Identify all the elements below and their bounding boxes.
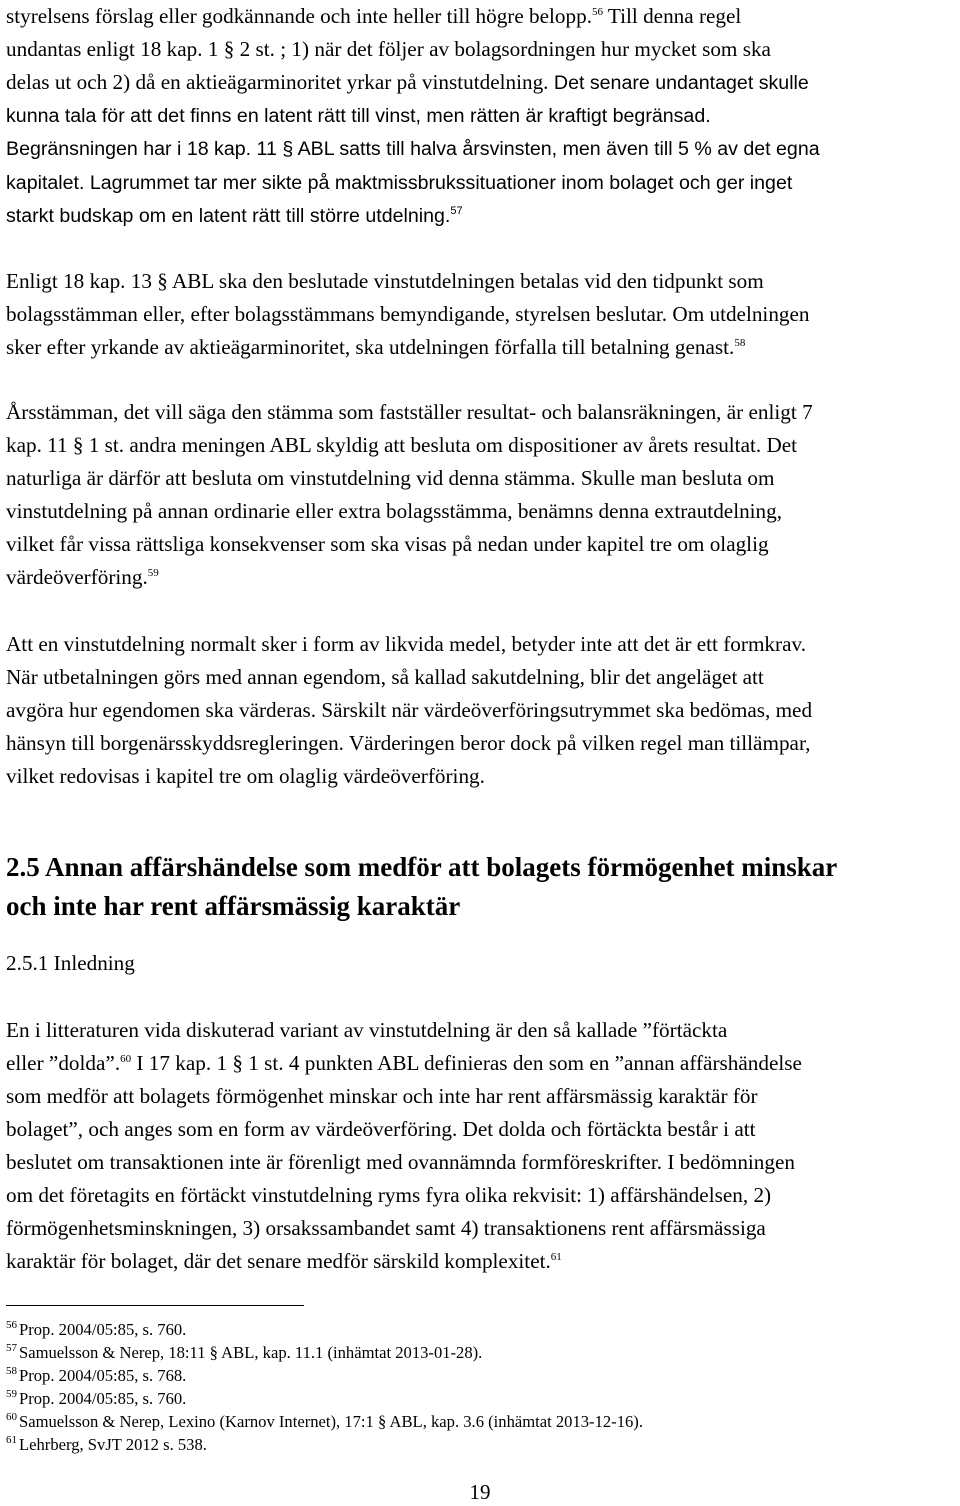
text-line: Lagrummet tar mer sikte på maktmissbrukssituationer inom bolaget och ger inget [84, 172, 793, 194]
text-line: bolaget”, och anges som en form av värdeöverföring. [6, 1117, 458, 1141]
footnote [6, 1387, 643, 1410]
footnote-ref-61[interactable]: 61 [550, 1251, 562, 1263]
text-line: Begränsningen har i 18 kap. 11 § ABL satts till halva årsvinsten, men även till 5 % av det egna [6, 138, 820, 160]
footnote-text: Lehrberg, SvJT 2012 s. 538. [19, 1435, 207, 1454]
text-line: Att en vinstutdelning normalt sker i form av likvida medel, betyder inte att det är ett formkrav. [6, 632, 806, 656]
text-line: Om utdelningen [667, 302, 810, 326]
text-line: eller ”dolda”. [6, 1051, 121, 1075]
footnote-ref-56[interactable]: 56 [592, 6, 604, 18]
heading-line: och inte har rent affärsmässig karaktär [6, 891, 461, 921]
text-line: beslutet om transaktionen inte är förenligt med ovannämnda formföreskrifter. [6, 1150, 663, 1174]
text-line: Värderingen beror dock på vilken regel man tillämpar, [343, 731, 811, 755]
footnote [6, 1410, 643, 1433]
text-line: Det senare undantaget skulle [548, 72, 809, 94]
footnote-number: 59 [6, 1388, 17, 1400]
footnote [6, 1341, 643, 1364]
paragraph-arsstamman [6, 396, 813, 594]
text-line: Till denna regel [603, 4, 742, 28]
footnote-list [6, 1318, 643, 1456]
page-number: 19 [469, 1480, 491, 1504]
footnote-ref-59[interactable]: 59 [147, 567, 159, 579]
paragraph-betalning [6, 265, 810, 364]
text-line: Enligt 18 kap. 13 § ABL ska den beslutade vinstutdelningen betalas vid den tidpunkt som [6, 269, 764, 293]
paragraph-sakutdelning [6, 628, 812, 793]
footnote [6, 1433, 643, 1456]
text-line: starkt budskap om en latent rätt till större utdelning. [6, 205, 451, 227]
footnote-text: Samuelsson & Nerep, Lexino (Karnov Internet), 17:1 § ABL, kap. 3.6 (inhämtat 2013-12-16). [19, 1412, 643, 1431]
text-line: avgöra hur egendomen ska värderas. [6, 698, 317, 722]
footnote-number: 61 [6, 1434, 17, 1446]
text-line: Särskilt när värdeöverföringsutrymmet ska bedömas, med [316, 698, 813, 722]
text-line: hänsyn till borgenärsskyddsregleringen. [6, 731, 344, 755]
footnote-number: 56 [6, 1319, 17, 1331]
footnote-text: Samuelsson & Nerep, 18:11 § ABL, kap. 11.1 (inhämtat 2013-01-28). [19, 1343, 483, 1362]
text-line: naturliga är därför att besluta om vinstutdelning vid denna stämma. [6, 466, 576, 490]
text-line: karaktär för bolaget, där det senare medför särskild komplexitet. [6, 1249, 551, 1273]
text-line: vilket får vissa rättsliga konsekvenser som ska visas på nedan under kapitel tre om olaglig [6, 532, 769, 556]
text-line: delas ut och 2) då en aktieägarminoritet yrkar på vinstutdelning. [6, 70, 549, 94]
subheading-line: 2.5.1 Inledning [6, 951, 135, 975]
text-line: som medför att bolagets förmögenhet minskar och inte har rent affärsmässig karaktär för [6, 1084, 758, 1108]
text-line: En i litteraturen vida diskuterad variant av vinstutdelning är den så kallade ”förtäckta [6, 1018, 728, 1042]
text-line: kapitalet. [6, 172, 85, 194]
text-line: förmögenhetsminskningen, 3) orsakssambandet samt 4) transaktionens rent affärsmässiga [6, 1216, 766, 1240]
footnote-ref-57[interactable]: 57 [450, 205, 463, 217]
section-heading [6, 848, 837, 926]
footnote-separator [6, 1305, 304, 1306]
footnote-text: Prop. 2004/05:85, s. 760. [19, 1320, 187, 1339]
text-line: vinstutdelning på annan ordinarie eller extra bolagsstämma, benämns denna extrautdelning, [6, 499, 783, 523]
subsection-heading [6, 947, 135, 980]
footnote [6, 1364, 643, 1387]
text-line: I 17 kap. 1 § 1 st. 4 punkten ABL definieras den som en ”annan affärshändelse [131, 1051, 802, 1075]
text-line: värdeöverföring. [6, 565, 148, 589]
text-line: sker efter yrkande av aktieägarminoritet, ska utdelningen förfalla till betalning genast. [6, 335, 735, 359]
text-line: Det [761, 433, 798, 457]
text-line: bolagsstämman eller, efter bolagsstämmans bemyndigande, styrelsen beslutar. [6, 302, 668, 326]
footnote-number: 60 [6, 1411, 17, 1423]
text-line: Årsstämman, det vill säga den stämma som fastställer resultat- och balansräkningen, är enligt 7 [6, 400, 813, 424]
footnote-number: 58 [6, 1365, 17, 1377]
text-line: I bedömningen [662, 1150, 795, 1174]
heading-line: 2.5 Annan affärshändelse som medför att bolagets förmögenhet minskar [6, 852, 838, 882]
text-line: kunna tala för att det finns en latent rätt till vinst, men rätten är kraftigt begränsad. [6, 105, 711, 127]
text-line: om det företagits en förtäckt vinstutdelning ryms fyra olika rekvisit: 1) affärshändelsen, 2) [6, 1183, 772, 1207]
text-line: Skulle man besluta om [575, 466, 775, 490]
footnote-text: Prop. 2004/05:85, s. 768. [19, 1366, 187, 1385]
text-line: vilket redovisas i kapitel tre om olaglig värdeöverföring. [6, 764, 485, 788]
footnote-number: 57 [6, 1342, 17, 1354]
text-line: undantas enligt 18 kap. 1 § 2 st. ; 1) när det följer av bolagsordningen hur mycket som ska [6, 37, 771, 61]
text-line: När utbetalningen görs med annan egendom, så kallad sakutdelning, blir det angeläget att [6, 665, 764, 689]
paragraph-vinstutdelning-undantag [6, 0, 820, 233]
footnote-ref-60[interactable]: 60 [120, 1053, 132, 1065]
text-line: kap. 11 § 1 st. andra meningen ABL skyldig att besluta om dispositioner av årets resultat. [6, 433, 762, 457]
footnote-ref-58[interactable]: 58 [734, 337, 746, 349]
text-line: styrelsens förslag eller godkännande och inte heller till högre belopp. [6, 4, 593, 28]
footnotes [6, 1305, 643, 1456]
footnote-text: Prop. 2004/05:85, s. 760. [19, 1389, 187, 1408]
footnote [6, 1318, 643, 1341]
paragraph-fortackt-utdelning [6, 1014, 802, 1278]
text-line: Det dolda och förtäckta består i att [457, 1117, 756, 1141]
